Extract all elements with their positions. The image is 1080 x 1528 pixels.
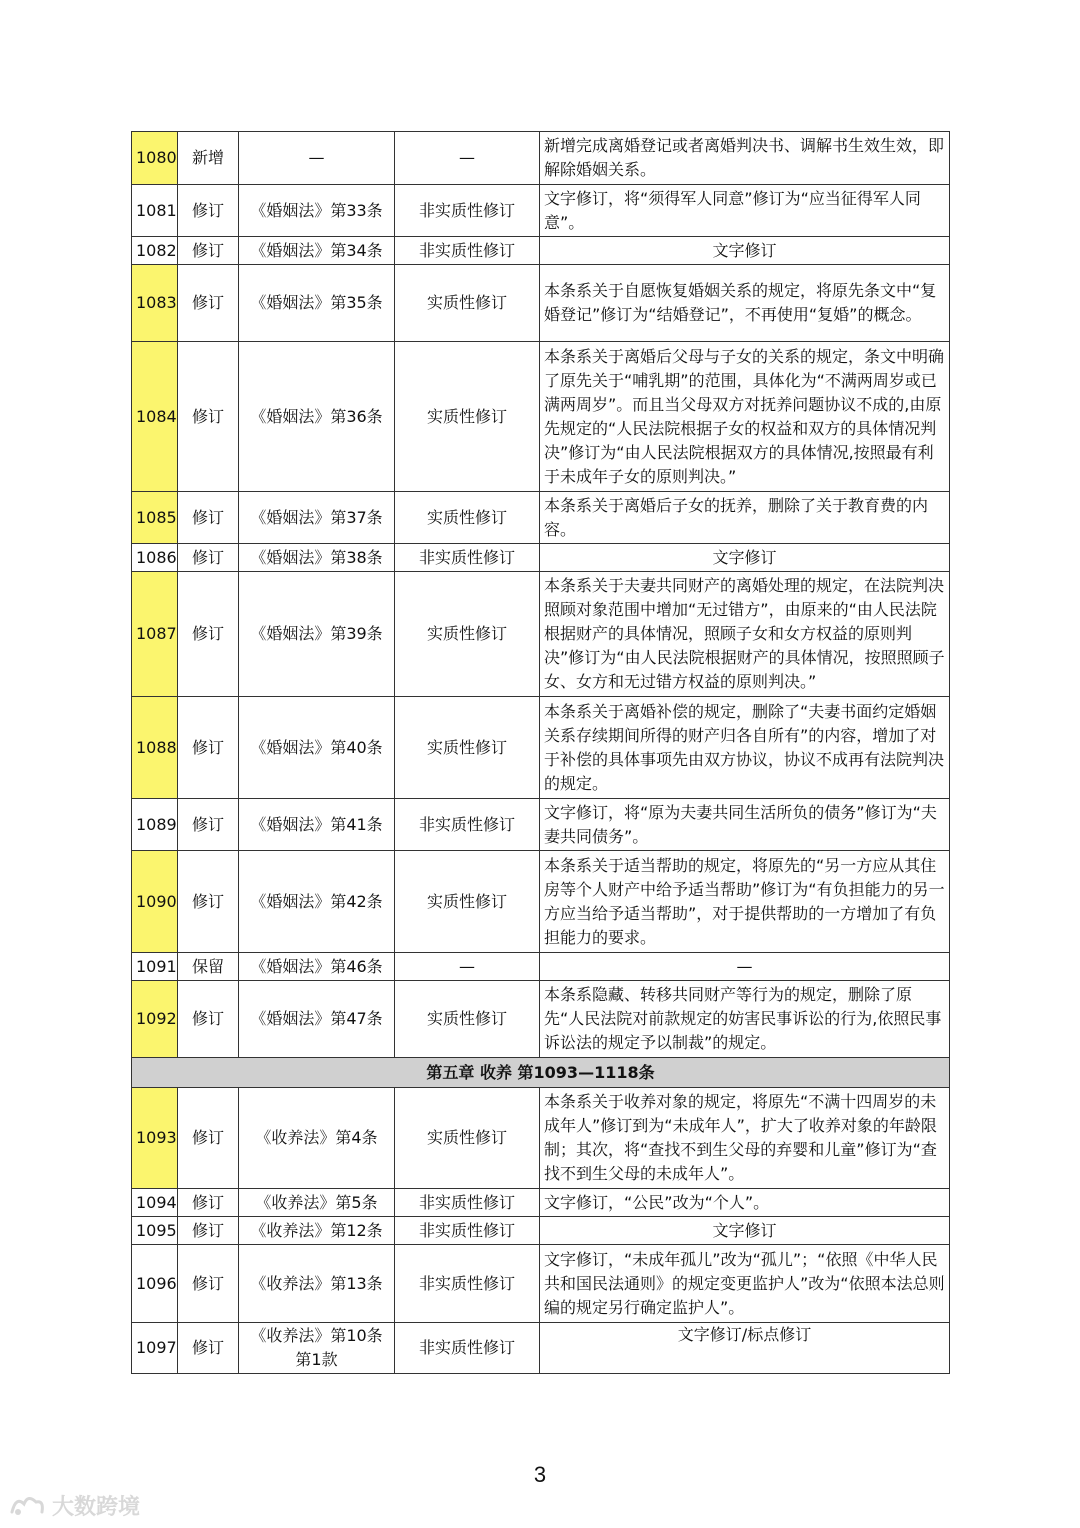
- source-article-cell: 《婚姻法》第38条: [239, 544, 395, 572]
- revision-note-cell: 文字修订，将“原为夫妻共同生活所负的债务”修订为“夫妻共同债务”。: [540, 799, 950, 851]
- article-number-cell: 1095: [132, 1217, 178, 1245]
- table-row: [132, 851, 950, 953]
- revision-nature-cell: 实质性修订: [395, 981, 540, 1058]
- revision-note-cell: 文字修订，“公民”改为“个人”。: [540, 1189, 950, 1217]
- change-type-cell: 新增: [178, 132, 239, 185]
- source-article-cell: 《收养法》第5条: [239, 1189, 395, 1217]
- article-number-cell: 1097: [132, 1323, 178, 1374]
- revision-nature-cell: 实质性修订: [395, 342, 540, 492]
- revision-nature-cell: 实质性修订: [395, 265, 540, 342]
- revision-note-cell: 文字修订: [540, 1217, 950, 1245]
- revision-nature-cell: 实质性修订: [395, 572, 540, 697]
- article-number-cell: 1092: [132, 981, 178, 1058]
- source-article-cell: 《婚姻法》第47条: [239, 981, 395, 1058]
- table-row: [132, 265, 950, 342]
- revision-note-cell: —: [540, 953, 950, 981]
- article-number-cell: 1096: [132, 1245, 178, 1323]
- table-row: [132, 697, 950, 799]
- table-body: [132, 132, 950, 1374]
- table-row: [132, 492, 950, 544]
- article-number-cell: 1088: [132, 697, 178, 799]
- revision-nature-cell: 非实质性修订: [395, 799, 540, 851]
- revision-nature-cell: 非实质性修订: [395, 1245, 540, 1323]
- table-row: [132, 544, 950, 572]
- revision-nature-cell: 非实质性修订: [395, 544, 540, 572]
- revision-nature-cell: 非实质性修订: [395, 237, 540, 265]
- revision-note-cell: 本条系关于离婚后子女的抚养，删除了关于教育费的内容。: [540, 492, 950, 544]
- revision-note-cell: 本条系关于收养对象的规定，将原先“不满十四周岁的未成年人”修订到为“未成年人”，扩大了收养对象的年龄限制；其次，将“查找不到生父母的弃婴和儿童”修订为“查找不到生父母的未成年人”。: [540, 1088, 950, 1189]
- article-number-cell: 1083: [132, 265, 178, 342]
- revision-note-cell: 本条系关于夫妻共同财产的离婚处理的规定，在法院判决照顾对象范围中增加“无过错方”，由原来的“由人民法院根据财产的具体情况，照顾子女和女方权益的原则判决”修订为“由人民法院根据财产的具体情况，按照照顾子女、女方和无过错方权益的原则判决。”: [540, 572, 950, 697]
- revision-note-cell: 文字修订: [540, 544, 950, 572]
- table-row: [132, 572, 950, 697]
- table-row: [132, 237, 950, 265]
- revision-nature-cell: 实质性修订: [395, 492, 540, 544]
- revision-note-cell: 文字修订/标点修订: [540, 1323, 950, 1374]
- revision-nature-cell: 非实质性修订: [395, 185, 540, 237]
- revision-note-cell: 本条系关于离婚补偿的规定，删除了“夫妻书面约定婚姻关系存续期间所得的财产归各自所有”的内容，增加了对于补偿的具体事项先由双方协议，协议不成再有法院判决的规定。: [540, 697, 950, 799]
- change-type-cell: 修订: [178, 265, 239, 342]
- watermark: [8, 1488, 140, 1522]
- change-type-cell: 保留: [178, 953, 239, 981]
- source-article-cell: 《婚姻法》第33条: [239, 185, 395, 237]
- source-article-cell: 《婚姻法》第40条: [239, 697, 395, 799]
- article-number-cell: 1086: [132, 544, 178, 572]
- change-type-cell: 修订: [178, 799, 239, 851]
- article-number-cell: 1091: [132, 953, 178, 981]
- revision-nature-cell: —: [395, 953, 540, 981]
- table-row: [132, 1217, 950, 1245]
- revision-nature-cell: 实质性修订: [395, 697, 540, 799]
- revision-nature-cell: 非实质性修订: [395, 1217, 540, 1245]
- article-number-cell: 1084: [132, 342, 178, 492]
- watermark-text: 大数跨境: [52, 1494, 141, 1520]
- table-row: [132, 132, 950, 185]
- source-article-cell: 《收养法》第10条第1款: [239, 1323, 395, 1374]
- table-row: [132, 1323, 950, 1374]
- table-row: [132, 981, 950, 1058]
- revision-note-cell: 本条系关于离婚后父母与子女的关系的规定，条文中明确了原先关于“哺乳期”的范围，具体化为“不满两周岁或已满两周岁”。而且当父母双方对抚养问题协议不成的,由原先规定的“人民法院根据子女的权益和双方的具体情况判决”修订为“由人民法院根据双方的具体情况,按照最有利于未成年子女的原则判决。”: [540, 342, 950, 492]
- revision-nature-cell: 非实质性修订: [395, 1323, 540, 1374]
- source-article-cell: 《婚姻法》第41条: [239, 799, 395, 851]
- revision-note-cell: 文字修订，将“须得军人同意”修订为“应当征得军人同意”。: [540, 185, 950, 237]
- revision-nature-cell: 实质性修订: [395, 1088, 540, 1189]
- change-type-cell: 修订: [178, 237, 239, 265]
- table-row: [132, 1088, 950, 1189]
- article-number-cell: 1093: [132, 1088, 178, 1189]
- change-type-cell: 修订: [178, 981, 239, 1058]
- revision-note-cell: 本条系关于适当帮助的规定，将原先的“另一方应从其住房等个人财产中给予适当帮助”修订为“有负担能力的另一方应当给予适当帮助”，对于提供帮助的一方增加了有负担能力的要求。: [540, 851, 950, 953]
- revision-note-cell: 文字修订，“未成年孤儿”改为“孤儿”；“依照《中华人民共和国民法通则》的规定变更监护人”改为“依照本法总则编的规定另行确定监护人”。: [540, 1245, 950, 1323]
- change-type-cell: 修订: [178, 492, 239, 544]
- table-row: [132, 185, 950, 237]
- change-type-cell: 修订: [178, 342, 239, 492]
- article-number-cell: 1082: [132, 237, 178, 265]
- change-type-cell: 修订: [178, 1217, 239, 1245]
- change-type-cell: 修订: [178, 851, 239, 953]
- table-row: [132, 1245, 950, 1323]
- revision-note-cell: 新增完成离婚登记或者离婚判决书、调解书生效生效，即解除婚姻关系。: [540, 132, 950, 185]
- revision-nature-cell: —: [395, 132, 540, 185]
- source-article-cell: 《收养法》第13条: [239, 1245, 395, 1323]
- source-article-cell: 《婚姻法》第34条: [239, 237, 395, 265]
- table-row: [132, 1189, 950, 1217]
- change-type-cell: 修订: [178, 1245, 239, 1323]
- change-type-cell: 修订: [178, 697, 239, 799]
- revision-note-cell: 文字修订: [540, 237, 950, 265]
- revision-nature-cell: 非实质性修订: [395, 1189, 540, 1217]
- article-number-cell: 1090: [132, 851, 178, 953]
- article-number-cell: 1089: [132, 799, 178, 851]
- source-article-cell: 《婚姻法》第36条: [239, 342, 395, 492]
- change-type-cell: 修订: [178, 1323, 239, 1374]
- change-type-cell: 修订: [178, 1088, 239, 1189]
- article-number-cell: 1094: [132, 1189, 178, 1217]
- article-number-cell: 1087: [132, 572, 178, 697]
- article-number-cell: 1080: [132, 132, 178, 185]
- page-number: 3: [533, 1462, 547, 1487]
- chapter-heading: 第五章 收养 第1093—1118条: [132, 1058, 950, 1088]
- change-type-cell: 修订: [178, 544, 239, 572]
- source-article-cell: 《婚姻法》第46条: [239, 953, 395, 981]
- revision-table: [131, 131, 950, 1374]
- source-article-cell: 《婚姻法》第39条: [239, 572, 395, 697]
- source-article-cell: —: [239, 132, 395, 185]
- revision-note-cell: 本条系关于自愿恢复婚姻关系的规定，将原先条文中“复婚登记”修订为“结婚登记”，不再使用“复婚”的概念。: [540, 265, 950, 342]
- change-type-cell: 修订: [178, 185, 239, 237]
- source-article-cell: 《收养法》第12条: [239, 1217, 395, 1245]
- source-article-cell: 《婚姻法》第37条: [239, 492, 395, 544]
- article-number-cell: 1085: [132, 492, 178, 544]
- source-article-cell: 《婚姻法》第35条: [239, 265, 395, 342]
- chapter-heading-row: [132, 1058, 950, 1088]
- source-article-cell: 《收养法》第4条: [239, 1088, 395, 1189]
- table-row: [132, 953, 950, 981]
- brand-logo-icon: [8, 1490, 48, 1520]
- change-type-cell: 修订: [178, 1189, 239, 1217]
- revision-nature-cell: 实质性修订: [395, 851, 540, 953]
- revision-note-cell: 本条系隐藏、转移共同财产等行为的规定，删除了原先“人民法院对前款规定的妨害民事诉讼的行为,依照民事诉讼法的规定予以制裁”的规定。: [540, 981, 950, 1058]
- source-article-cell: 《婚姻法》第42条: [239, 851, 395, 953]
- change-type-cell: 修订: [178, 572, 239, 697]
- article-number-cell: 1081: [132, 185, 178, 237]
- table-row: [132, 799, 950, 851]
- table-row: [132, 342, 950, 492]
